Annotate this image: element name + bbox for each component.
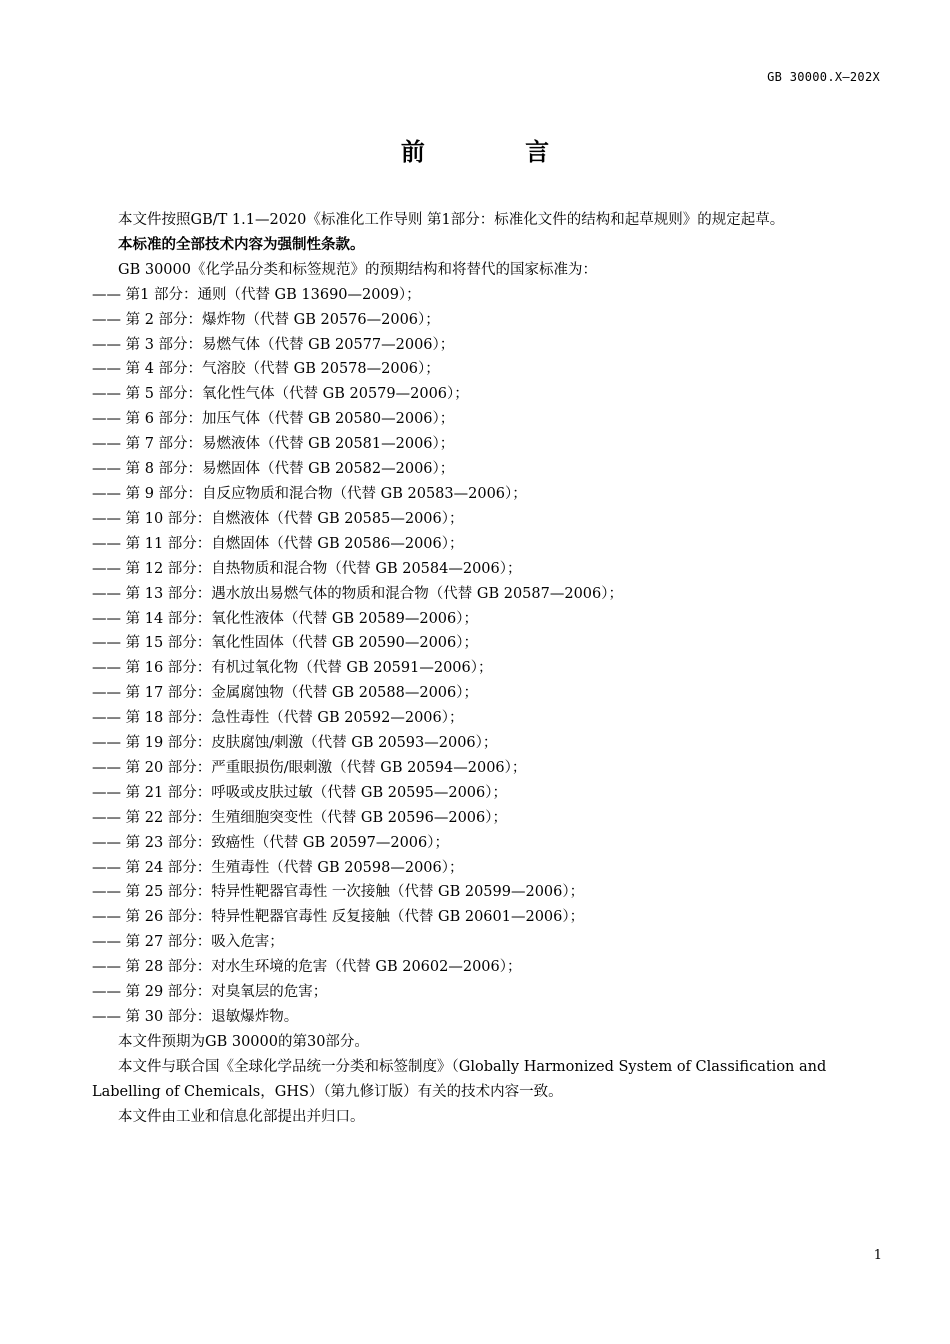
list-item: —— 第 24 部分：生殖毒性（代替 GB 20598—2006）； xyxy=(92,859,464,876)
list-item: —— 第 8 部分：易燃固体（代替 GB 20582—2006）； xyxy=(92,461,455,478)
page-title: 前 言 xyxy=(400,138,596,166)
list-item: —— 第 11 部分：自燃固体（代替 GB 20586—2006）； xyxy=(92,535,464,552)
list-item: —— 第 15 部分：氧化性固体（代替 GB 20590—2006）； xyxy=(92,635,479,652)
list-item: —— 第 25 部分：特异性靶器官毒性 一次接触（代替 GB 20599—2006）； xyxy=(92,884,585,901)
list-item: —— 第 2 部分：爆炸物（代替 GB 20576—2006）； xyxy=(92,311,440,328)
list-item: —— 第 4 部分：气溶胶（代替 GB 20578—2006）； xyxy=(92,361,440,378)
list-item: —— 第 6 部分：加压气体（代替 GB 20580—2006）； xyxy=(92,411,455,428)
list-item: —— 第 17 部分：金属腐蚀物（代替 GB 20588—2006）； xyxy=(92,685,479,702)
list-item: —— 第 20 部分：严重眼损伤/眼刺激（代替 GB 20594—2006）； xyxy=(92,759,527,776)
list-item: —— 第 22 部分：生殖细胞突变性（代替 GB 20596—2006）； xyxy=(92,809,508,826)
page-number: 1 xyxy=(873,1248,882,1263)
list-item: —— 第 13 部分：遇水放出易燃气体的物质和混合物（代替 GB 20587—2006）； xyxy=(92,585,624,602)
list-item: —— 第 10 部分：自燃液体（代替 GB 20585—2006）； xyxy=(92,510,464,527)
document-body xyxy=(92,208,882,1130)
paragraph: 本标准的全部技术内容为强制性条款。 xyxy=(118,236,365,253)
paragraph: 本文件按照GB/T 1.1—2020《标准化工作导则 第1部分：标准化文件的结构和起草规则》的规定起草。 xyxy=(118,212,785,228)
document-code: GB 30000.X—202X xyxy=(767,70,880,84)
list-item: —— 第 26 部分：特异性靶器官毒性 反复接触（代替 GB 20601—2006）； xyxy=(92,909,585,926)
list-item: —— 第 21 部分：呼吸或皮肤过敏（代替 GB 20595—2006）； xyxy=(92,784,508,801)
list-item: —— 第1 部分：通则（代替 GB 13690—2009）； xyxy=(92,286,421,303)
intro-paragraphs xyxy=(92,208,882,283)
list-item: —— 第 9 部分：自反应物质和混合物（代替 GB 20583—2006）； xyxy=(92,485,527,502)
paragraph: 本文件与联合国《全球化学品统一分类和标签制度》（Globally Harmonized System of Classification and Labelling of Chemicals，GHS）（第九修订版）有关的技术内容一致。 xyxy=(92,1058,827,1100)
paragraph: GB 30000《化学品分类和标签规范》的预期结构和将替代的国家标准为： xyxy=(118,261,597,278)
closing-paragraphs xyxy=(92,1030,882,1130)
parts-list xyxy=(92,283,882,1030)
list-item: —— 第 16 部分：有机过氧化物（代替 GB 20591—2006）； xyxy=(92,660,493,677)
list-item: —— 第 27 部分：吸入危害； xyxy=(92,934,284,951)
list-item: —— 第 23 部分：致癌性（代替 GB 20597—2006）； xyxy=(92,834,450,851)
list-item: —— 第 30 部分：退敏爆炸物。 xyxy=(92,1009,299,1025)
list-item: —— 第 14 部分：氧化性液体（代替 GB 20589—2006）； xyxy=(92,610,479,627)
list-item: —— 第 7 部分：易燃液体（代替 GB 20581—2006）； xyxy=(92,436,455,453)
list-item: —— 第 3 部分：易燃气体（代替 GB 20577—2006）； xyxy=(92,336,455,353)
paragraph: 本文件由工业和信息化部提出并归口。 xyxy=(118,1108,365,1125)
list-item: —— 第 12 部分：自热物质和混合物（代替 GB 20584—2006）； xyxy=(92,560,522,577)
list-item: —— 第 18 部分：急性毒性（代替 GB 20592—2006）； xyxy=(92,710,464,727)
list-item: —— 第 19 部分：皮肤腐蚀/刺激（代替 GB 20593—2006）； xyxy=(92,735,498,752)
list-item: —— 第 28 部分：对水生环境的危害（代替 GB 20602—2006）； xyxy=(92,959,522,976)
list-item: —— 第 5 部分：氧化性气体（代替 GB 20579—2006）； xyxy=(92,386,469,403)
paragraph: 本文件预期为GB 30000的第30部分。 xyxy=(118,1033,369,1050)
list-item: —— 第 29 部分：对臭氧层的危害； xyxy=(92,984,328,1001)
